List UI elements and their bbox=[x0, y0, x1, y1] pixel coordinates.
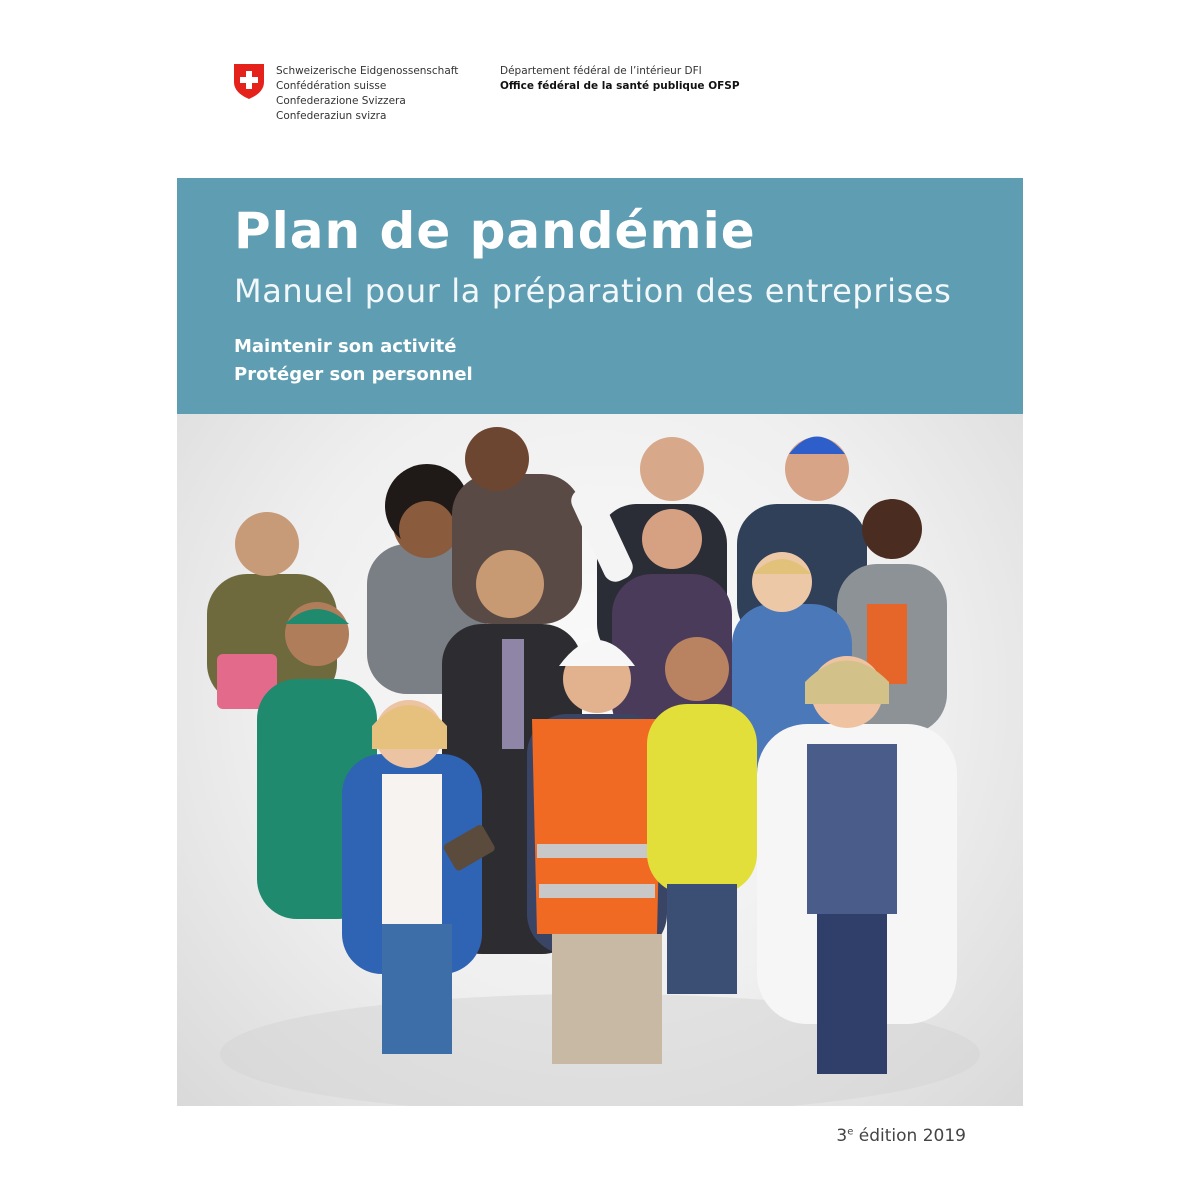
edition-label bbox=[836, 1126, 966, 1146]
office-name: Office fédéral de la santé publique OFSP bbox=[500, 80, 740, 92]
confederation-line-rm: Confederaziun svizra bbox=[276, 110, 387, 122]
title-band bbox=[177, 178, 1023, 414]
edition-suffix: e bbox=[847, 1126, 854, 1138]
cover-title: Plan de pandémie bbox=[234, 202, 756, 260]
confederation-line-de: Schweizerische Eidgenossenschaft bbox=[276, 65, 459, 77]
confederation-line-fr: Confédération suisse bbox=[276, 80, 387, 92]
cover-subtitle: Manuel pour la préparation des entreprises bbox=[234, 272, 952, 310]
department-block bbox=[500, 64, 740, 94]
confederation-line-it: Confederazione Svizzera bbox=[276, 95, 406, 107]
edition-number: 3 bbox=[836, 1126, 848, 1146]
confederation-names bbox=[276, 64, 458, 124]
page-header bbox=[0, 0, 1200, 170]
workers-illustration bbox=[177, 414, 1023, 1106]
cover-tagline-2: Protéger son personnel bbox=[234, 364, 473, 385]
edition-text: édition 2019 bbox=[853, 1126, 966, 1146]
swiss-cross-shield-icon bbox=[232, 62, 266, 100]
cover-photo-group-of-workers bbox=[177, 414, 1023, 1106]
department-name: Département fédéral de l’intérieur DFI bbox=[500, 65, 702, 77]
cover-tagline-1: Maintenir son activité bbox=[234, 336, 457, 357]
